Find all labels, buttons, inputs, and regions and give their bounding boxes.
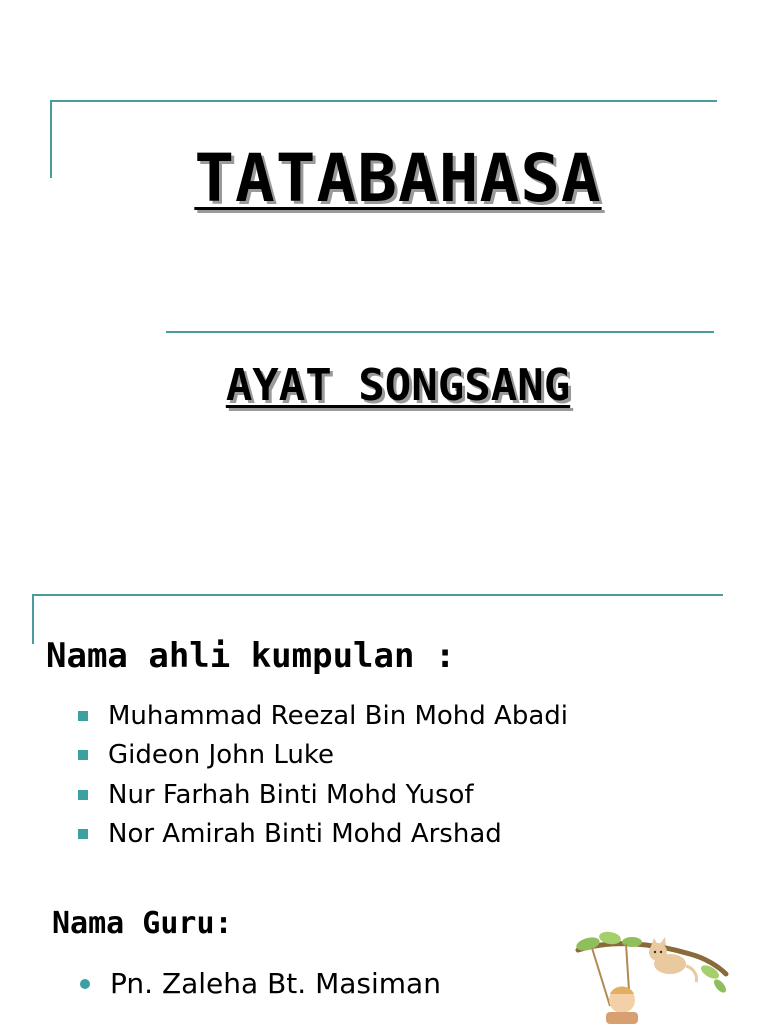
round-bullet-icon	[80, 979, 90, 989]
list-item	[78, 696, 568, 736]
member-name: Muhammad Reezal Bin Mohd Abadi	[108, 700, 568, 731]
list-item	[78, 736, 568, 776]
square-bullet-icon	[78, 790, 88, 800]
list-item	[78, 775, 568, 815]
slide-subtitle: AYAT SONGSANG	[225, 360, 571, 411]
member-list	[78, 696, 568, 854]
lower-vertical-rule	[32, 594, 34, 644]
teacher-heading: Nama Guru:	[52, 906, 233, 941]
member-name: Nor Amirah Binti Mohd Arshad	[108, 819, 502, 850]
top-horizontal-rule	[50, 100, 717, 102]
square-bullet-icon	[78, 750, 88, 760]
square-bullet-icon	[78, 829, 88, 839]
list-item	[80, 964, 441, 1004]
slide-title: TATABAHASA	[194, 140, 602, 217]
cartoon-swing-clipart-icon	[570, 928, 730, 1024]
member-name: Nur Farhah Binti Mohd Yusof	[108, 779, 474, 810]
members-heading: Nama ahli kumpulan :	[46, 636, 456, 676]
member-name: Gideon John Luke	[108, 740, 334, 771]
middle-rule	[166, 331, 714, 333]
teacher-list	[80, 964, 441, 1004]
list-item	[78, 815, 568, 855]
lower-horizontal-rule	[32, 594, 723, 596]
teacher-name: Pn. Zaleha Bt. Masiman	[110, 967, 441, 1000]
square-bullet-icon	[78, 711, 88, 721]
